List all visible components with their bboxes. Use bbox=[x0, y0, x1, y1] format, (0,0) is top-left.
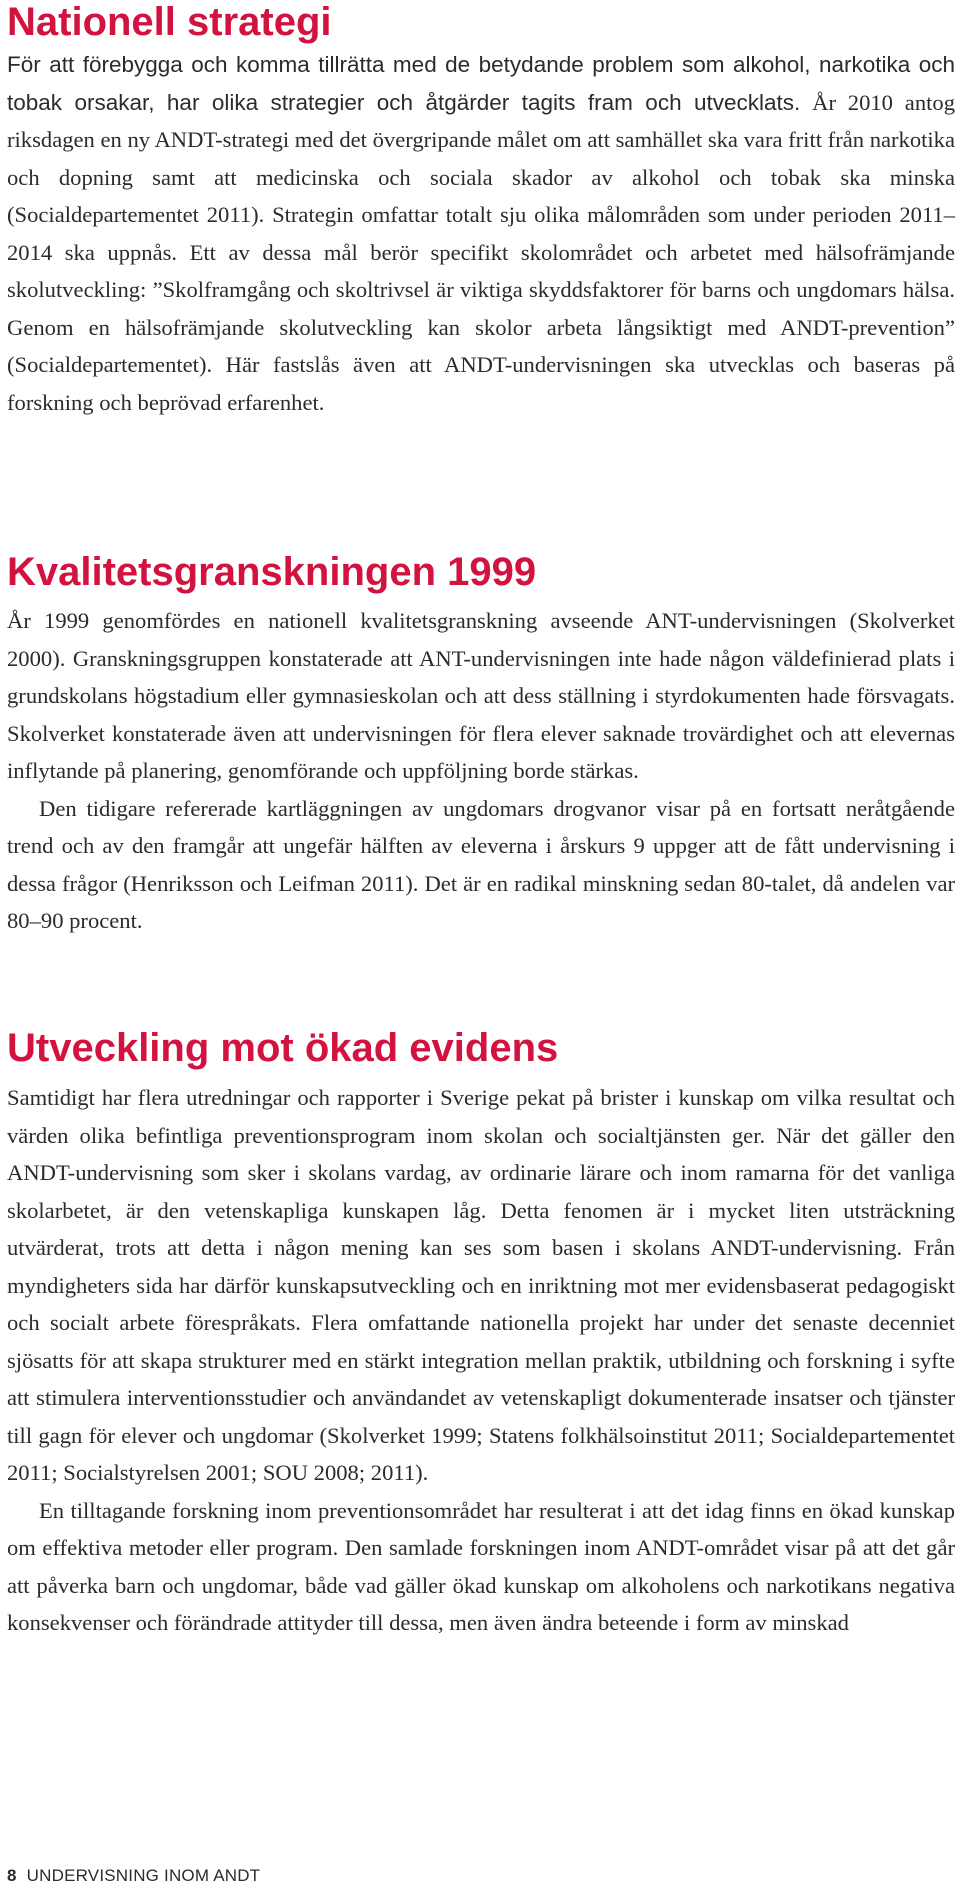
page-footer bbox=[7, 1866, 260, 1886]
paragraph: Samtidigt har flera utredningar och rapporter i Sverige pekat på brister i kunskap om vilka resultat och värden olika befintliga preventionsprogram inom skolan och socialtjänsten ger. När det gäller den ANDT-undervisning som sker i skolans vardag, av ordinarie lärare och inom ramarna för det vanliga skolarbetet, är den vetenskapliga kunskapen låg. Detta fenomen är i mycket liten utsträckning utvärderat, trots att detta i någon mening kan ses som basen i skolans ANDT-undervisning. Från myndigheters sida har därför kunskapsutveckling och en inriktning mot mer evidensbaserat pedagogiskt och socialt arbete förespråkats. Flera omfattande nationella projekt har under det senaste decenniet sjösatts för att skapa strukturer med en stärkt integration mellan praktik, utbildning och forskning i syfte att stimulera interventionsstudier och användandet av vetenskapligt dokumenterade insatser och tjänster till gagn för elever och ungdomar (Skolverket 1999; Statens folkhälsoinstitut 2011; Socialdepartementet 2011; Socialstyrelsen 2001; SOU 2008; 2011). bbox=[7, 1085, 955, 1485]
paragraph: År 1999 genomfördes en nationell kvalitetsgranskning avseende ANT-undervisningen (Skolverket 2000). Granskningsgruppen konstaterade att ANT-undervisningen inte hade någon väldefinierad plats i grundskolans högstadium eller gymnasieskolan och att dess ställning i styrdokumenten hade försvagats. Skolverket konstaterade även att undervisningen för flera elever saknade trovärdighet och att elevernas inflytande på planering, genomförande och uppföljning borde stärkas. bbox=[7, 608, 955, 783]
paragraph: En tilltagande forskning inom preventionsområdet har resulterat i att det idag finns en ökad kunskap om effektiva metoder eller program. Den samlade forskningen inom ANDT-området visar på att det går att påverka barn och ungdomar, både vad gäller ökad kunskap om alkoholens och narkotikans negativa konsekvenser och förändrade attityder till dessa, men även ändra beteende i form av minskad bbox=[7, 1497, 955, 1635]
section-kvalitetsgranskningen bbox=[7, 602, 955, 940]
section-utveckling-mot-okad-evidens bbox=[7, 1079, 955, 1642]
intro-text: För att förebygga och komma tillrätta med de betydande problem som alkohol, narkotika och tobak orsakar, har olika strategier och åtgärder tagits fram och utvecklats. bbox=[7, 52, 955, 115]
section-heading-utveckling-mot-okad-evidens: Utveckling mot ökad evidens bbox=[7, 1026, 559, 1070]
paragraph bbox=[7, 46, 955, 421]
running-title: UNDERVISNING INOM ANDT bbox=[26, 1866, 261, 1885]
section-heading-nationell-strategi: Nationell strategi bbox=[7, 0, 332, 44]
paragraph: Den tidigare refererade kartläggningen av ungdomars drogvanor visar på en fortsatt neråtgående trend och av den framgår att ungefär hälften av eleverna i årskurs 9 uppger att de fått undervisning i dessa frågor (Henriksson och Leifman 2011). Det är en radikal minskning sedan 80-talet, då andelen var 80–90 procent. bbox=[7, 795, 955, 933]
paragraph-text: År 2010 antog riksdagen en ny ANDT-strategi med det övergripande målet om att samhället ska vara fritt från narkotika och dopning samt att medicinska och sociala skador av alkohol och tobak ska minska (Socialdepartementet 2011). Strategin omfattar totalt sju olika målområden som under perioden 2011–2014 ska uppnås. Ett av dessa mål berör specifikt skolområdet och arbetet med hälsofrämjande skolutveckling: ”Skolframgång och skoltrivsel är viktiga skyddsfaktorer för barns och ungdomars hälsa. Genom en hälsofrämjande skolutveckling kan skolor arbeta långsiktigt med ANDT-prevention” (Socialdepartementet). Här fastslås även att ANDT-undervisningen ska utvecklas och baseras på forskning och beprövad erfarenhet. bbox=[7, 89, 956, 415]
section-heading-kvalitetsgranskningen: Kvalitetsgranskningen 1999 bbox=[7, 550, 537, 594]
section-nationell-strategi bbox=[7, 46, 955, 421]
page-number: 8 bbox=[7, 1866, 17, 1885]
